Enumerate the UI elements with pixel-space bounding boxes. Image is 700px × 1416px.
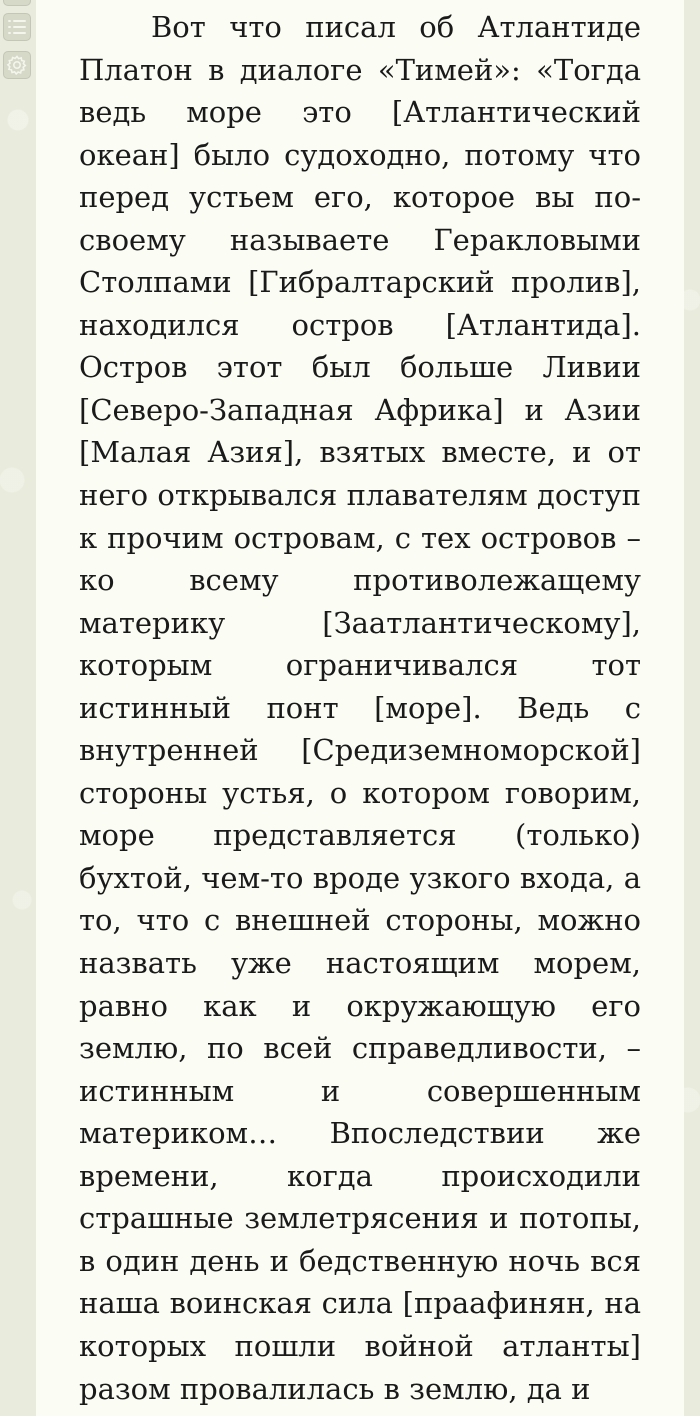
settings-button[interactable]: [3, 51, 31, 79]
reader-page: [36, 0, 684, 1416]
bookmark-button[interactable]: [3, 0, 31, 6]
list-icon: [7, 18, 27, 36]
table-of-contents-button[interactable]: [3, 13, 31, 41]
gear-icon: [6, 54, 28, 76]
body-paragraph: Вот что писал об Атлантиде Платон в диалоге «Тимей»: «Тогда ведь море это [Атлантический океан] было судоходно, потому что перед устьем его, которое вы по-своему называете Геракловыми Столпами [Гибралтарский пролив], находился остров [Атлантида]. Остров этот был больше Ливии [Северо-Западная Африка] и Азии [Малая Азия], взятых вместе, и от него открывался плавателям доступ к прочим островам, с тех островов – ко всему противолежащему материку [Заатлантическому], которым ограничивался тот истинный понт [море]. Ведь с внутренней [Средиземноморской] стороны устья, о котором говорим, море представляется (только) бухтой, чем-то вроде узкого входа, а то, что с внешней стороны, можно назвать уже настоящим морем, равно как и окружающую его землю, по всей справедливости, – истинным и совершенным материком… Впоследствии же времени, когда происходили страшные землетрясения и потопы, в один день и бедственную ночь вся наша воинская сила [праафинян, на которых пошли войной атланты] разом провалилась в землю, да и: [79, 10, 641, 1406]
reader-side-toolbar: [3, 0, 33, 89]
